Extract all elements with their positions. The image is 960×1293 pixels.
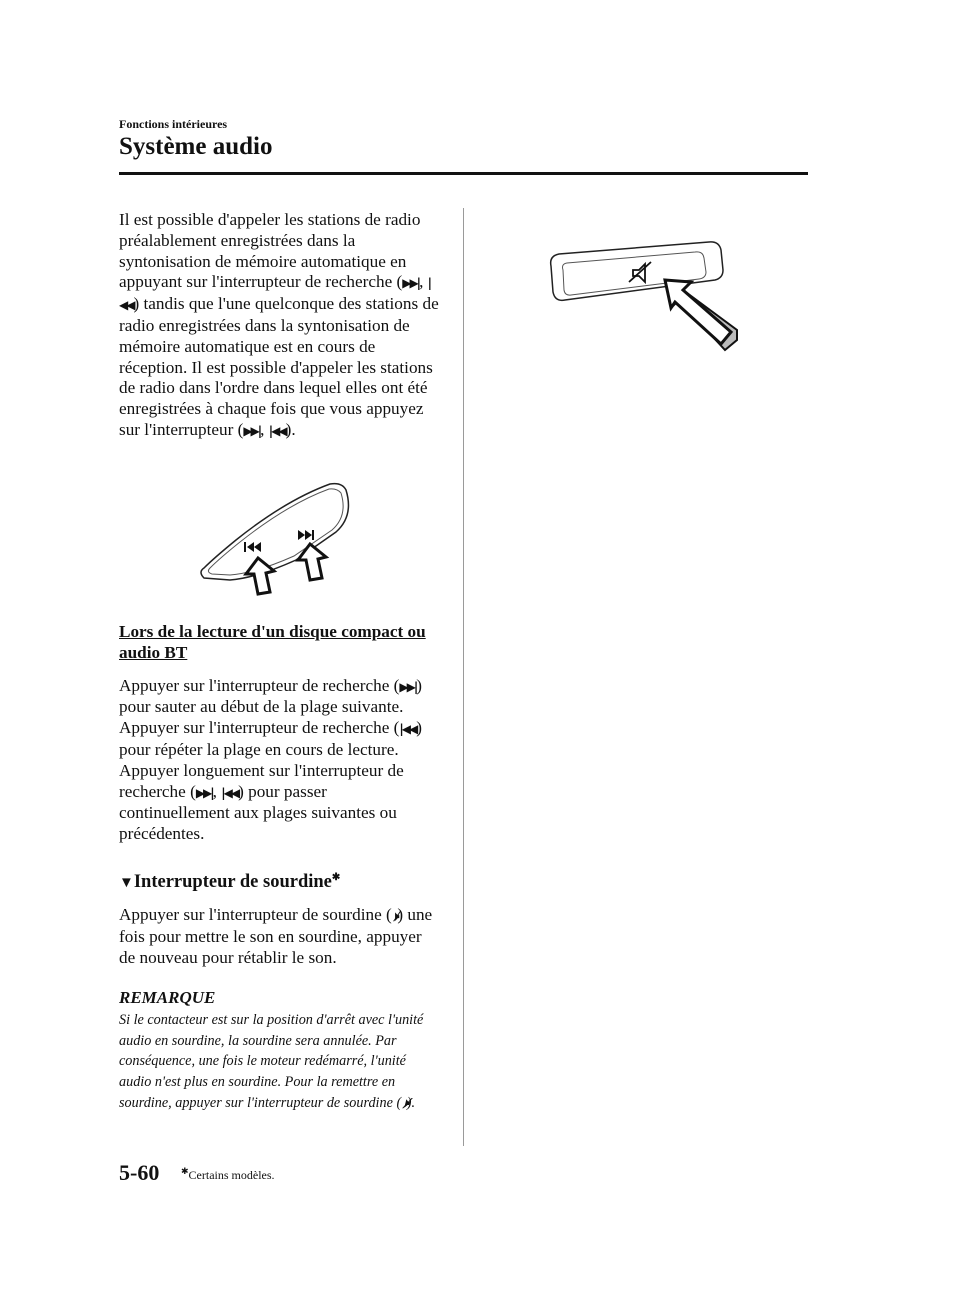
- next-track-icon: ▶▶|: [243, 423, 261, 438]
- previous-track-icon: |◀◀: [119, 276, 431, 313]
- column-divider: [463, 208, 464, 1146]
- next-track-icon: ▶▶|: [195, 785, 213, 800]
- mute-switch-illustration: [545, 240, 745, 380]
- page-title: Système audio: [119, 133, 273, 160]
- asterisk-icon: ✱: [331, 872, 341, 883]
- text-run: ).: [406, 1094, 416, 1111]
- next-track-icon: ▶▶|: [399, 679, 417, 694]
- text-run: Appuyer sur l'interrupteur de recherche (: [119, 675, 400, 695]
- note-text: [119, 1010, 439, 1114]
- page-number: 5-60: [119, 1160, 160, 1185]
- next-track-icon: ▶▶|: [402, 276, 420, 291]
- subheading: Lors de la lecture d'un disque compact ou audio BT: [119, 622, 426, 662]
- previous-track-icon: |◀◀: [221, 785, 239, 800]
- section-label: Fonctions intérieures: [119, 117, 228, 131]
- previous-track-icon: |◀◀: [399, 722, 417, 737]
- text-run: ) pour répéter la plage en cours de lecture. Appuyer longuement sur l'interrupteur de recherche (: [119, 718, 422, 801]
- note-block: [119, 988, 439, 1114]
- text-run: ,: [260, 419, 265, 439]
- footer-note-text: Certains modèles.: [188, 1168, 275, 1182]
- text-run: ) une fois pour mettre le son en sourdine, appuyer de nouveau pour rétablir le son.: [119, 905, 433, 967]
- text-run: ) pour passer continuellement aux plages suivantes ou précédentes.: [119, 781, 397, 844]
- asterisk-icon: ✱: [181, 1166, 189, 1176]
- note-heading: REMARQUE: [119, 988, 216, 1007]
- previous-track-icon: |◀◀: [268, 423, 286, 438]
- heading-text: Interrupteur de sourdine: [133, 872, 332, 893]
- text-run: ) pour sauter au début de la plage suivante. Appuyer sur l'interrupteur de recherche (: [119, 675, 422, 738]
- mute-icon: 🕨̸: [391, 909, 398, 924]
- paragraph-preset-recall: [119, 210, 439, 442]
- paragraph-track-seek: [119, 676, 439, 845]
- section-cd-bt: [119, 622, 439, 845]
- footer-note: [181, 1166, 275, 1183]
- text-run: ) tandis que l'une quelconque des stations de radio enregistrées dans la syntonisation de mémoire automatique est en cours de réception. Il est possible d'appeler les stations de radio dans l'ordre dans lequel elles ont été enregistrées à chaque fois que vous appuyez sur l'interrupteur (: [119, 294, 439, 439]
- section-mute: [119, 866, 439, 969]
- mute-heading: [119, 866, 439, 895]
- title-rule: [119, 172, 808, 175]
- text-run: Il est possible d'appeler les stations de radio préalablement enregistrées dans la syntonisation de mémoire automatique en appuyant sur l'interrupteur de recherche (: [119, 210, 421, 292]
- text-run: ).: [285, 419, 296, 439]
- seek-switch-illustration: [196, 480, 356, 596]
- triangle-down-icon: ▼: [119, 875, 134, 892]
- text-run: Si le contacteur est sur la position d'arrêt avec l'unité audio en sourdine, la sourdine sera annulée. Par conséquence, une fois le moteur redémarré, l'unité audio n'est plus en sourdine. Pour la remettre en sourdine, appuyer sur l'interrupteur de sourdine (: [119, 1012, 424, 1111]
- text-run: Appuyer sur l'interrupteur de sourdine (: [119, 905, 392, 925]
- text-run: ,: [212, 781, 217, 801]
- arrow-icon: [665, 280, 737, 350]
- mute-icon: 🕨̸: [401, 1095, 407, 1110]
- paragraph-text: [119, 210, 439, 442]
- paragraph-mute: [119, 905, 439, 968]
- text-run: ,: [419, 272, 424, 292]
